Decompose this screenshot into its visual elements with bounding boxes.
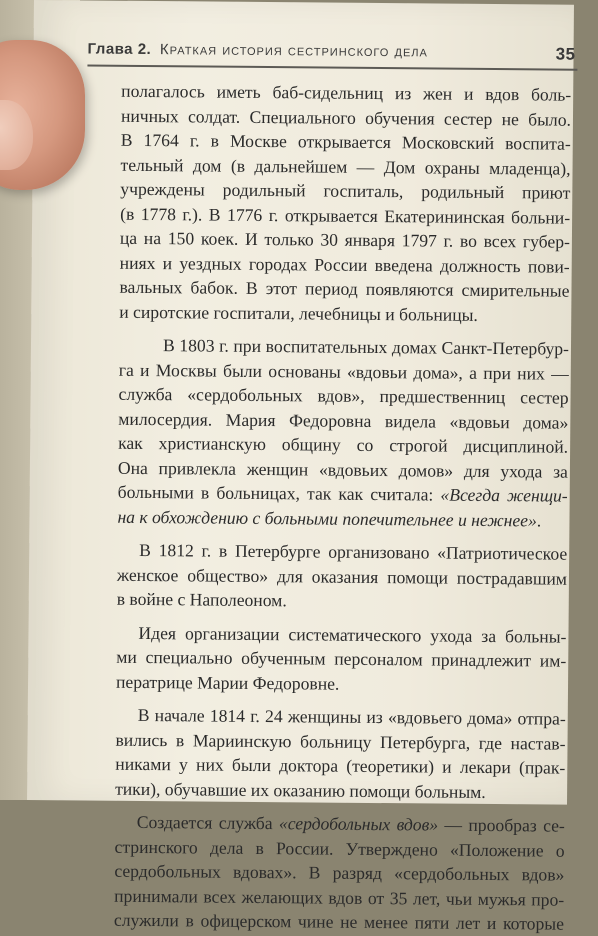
text-line: милосердия. Мария Федоровна видела «вдовьи дома» bbox=[118, 408, 569, 433]
text-line: В 1764 г. в Москве открывается Московский воспита- bbox=[120, 129, 571, 154]
text-line: Она привлекла женщин «вдовьих домов» для ухода за bbox=[117, 457, 568, 482]
italic-quote: «Всегда женщи- bbox=[440, 484, 568, 506]
text-line: в войне с Наполеоном. bbox=[116, 588, 287, 611]
text-fragment: — прообраз се- bbox=[438, 814, 565, 836]
text-line: га и Москвы были основаны «вдовьи дома», а при них — bbox=[118, 359, 569, 384]
text-line: В 1803 г. при воспитательных домах Санкт-Петербур- bbox=[162, 335, 570, 359]
running-header bbox=[87, 40, 576, 64]
text-line: учреждены родильный госпиталь, родильный приют bbox=[120, 178, 571, 203]
text-fragment: Создается служба bbox=[136, 811, 280, 834]
text-line: ми специально обученным персоналом принадлежит им- bbox=[116, 646, 567, 671]
chapter-label: Глава 2. bbox=[87, 40, 152, 59]
text-line: стринского дела в России. Утверждено «Положение о bbox=[114, 836, 565, 861]
italic-quote: «сердобольных вдов» bbox=[278, 813, 439, 835]
text-line: В 1812 г. в Петербурге организовано «Патриотическое bbox=[139, 539, 568, 564]
text-line: принимали всех желающих вдов от 35 лет, чьи мужья про- bbox=[114, 885, 565, 910]
text-line: служили в офицерском чине не менее пяти лет и которые bbox=[113, 909, 565, 934]
text-fragment: . bbox=[536, 509, 542, 530]
book-page bbox=[27, 0, 576, 934]
text-line: (в 1778 г.). В 1776 г. открывается Екатерининская больни- bbox=[120, 203, 571, 228]
text-line-mixed bbox=[118, 480, 568, 508]
page-number: 35 bbox=[555, 44, 576, 64]
body-text bbox=[114, 79, 571, 936]
text-fragment: больными в больницах, так как считала: bbox=[117, 481, 441, 505]
thumb-nail bbox=[0, 100, 33, 170]
header-rule bbox=[87, 64, 577, 70]
text-line: ничных солдат. Специального обучения сестер не было. bbox=[120, 105, 572, 130]
text-line: Идея организации систематического ухода за больны- bbox=[138, 622, 567, 647]
text-line: как христианскую общину со строгой дисциплиной. bbox=[118, 432, 569, 457]
text-line: женское общество» для оказания помощи пострадавшим bbox=[116, 564, 568, 589]
text-line: В начале 1814 г. 24 женщины из «вдовьего дома» отпра- bbox=[137, 704, 566, 729]
text-line: и сиротские госпитали, лечебницы и больницы. bbox=[119, 301, 478, 325]
text-line: ниях и уездных городах России введена должность пови- bbox=[119, 252, 570, 277]
text-line: ца на 150 коек. И только 30 января 1797 г. во всех губер- bbox=[119, 227, 570, 252]
text-line: полагалось иметь баб-сидельниц из жен и вдов боль- bbox=[121, 80, 572, 105]
text-line: вились в Мариинскую больницу Петербурга, где настав- bbox=[115, 729, 566, 754]
text-line: тики), обучавшие их оказанию помощи больным. bbox=[115, 778, 486, 802]
text-line: вальных бабок. В этот период появляются смирительные bbox=[119, 276, 570, 301]
text-line: тельный дом (в дальнейшем — Дом охраны младенца), bbox=[120, 154, 571, 179]
text-line: сердобольных вдовах». В разряд «сердобольных вдов» bbox=[114, 860, 565, 885]
text-line-mixed bbox=[117, 504, 567, 532]
text-line-mixed bbox=[115, 810, 565, 838]
chapter-title: Краткая история сестринского дела bbox=[159, 41, 428, 61]
text-line: никами у них были доктора (теоретики) и лекари (прак- bbox=[115, 753, 566, 778]
italic-quote: на к обхождению с больными попечительнее и нежнее» bbox=[117, 506, 537, 530]
text-line: служба «сердобольных вдов», предшественниц сестер bbox=[118, 383, 569, 408]
text-line: ператрице Марии Федоровне. bbox=[115, 671, 340, 694]
